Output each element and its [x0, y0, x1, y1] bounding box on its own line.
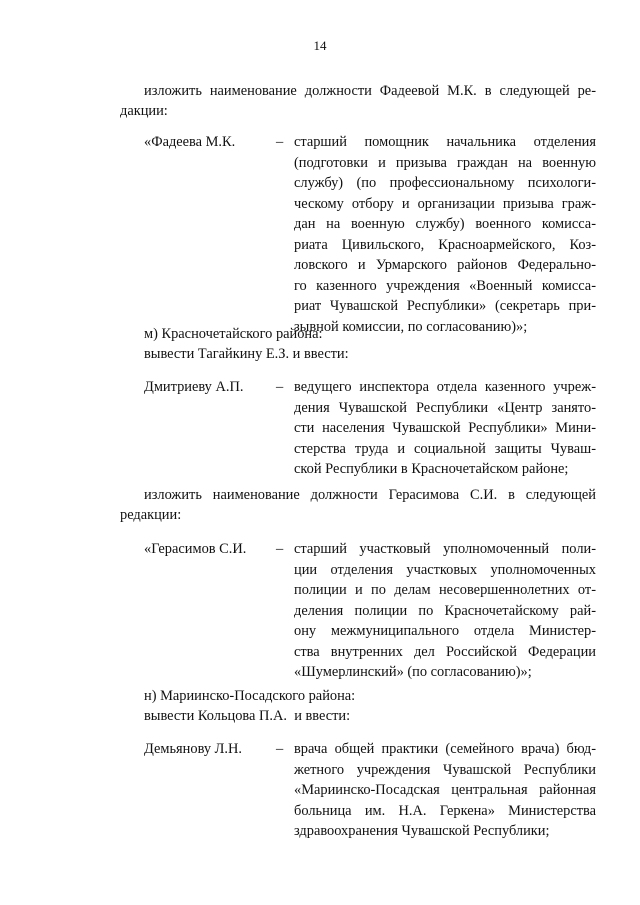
entry-dash: –	[276, 741, 284, 757]
description-line: го казенного учреждения «Военный комисса-	[294, 277, 596, 294]
description-line: старший участковый уполномоченный поли-	[294, 541, 596, 557]
description-line: службу) (по профессиональному психологи-	[294, 175, 596, 191]
paragraph-line: изложить наименование должности Герасимова С.И. в следующей	[144, 487, 596, 503]
entry-dash: –	[276, 134, 284, 150]
paragraph-line: изложить наименование должности Фадеевой М.К. в следующей ре-	[144, 83, 596, 99]
description-line: (подготовки и призыва граждан на военную	[294, 154, 596, 171]
paragraph-line: редакции:	[120, 507, 182, 523]
description-line: «Мариинско-Посадская центральная районная	[294, 782, 596, 798]
description-line: риат Чувашской Республики» (секретарь при-	[294, 298, 596, 314]
entry-description	[294, 380, 596, 483]
entry-description	[294, 742, 596, 845]
entry-person-name: «Герасимов С.И.	[144, 541, 247, 557]
description-line: сти населения Чувашской Республики» Мини-	[294, 420, 596, 436]
entry-dash: –	[276, 379, 284, 395]
description-line: жетного учреждения Чувашской Республики	[294, 761, 596, 778]
entry-person-name: Демьянову Л.Н.	[144, 741, 243, 757]
entry-person-name: Дмитриеву А.П.	[144, 379, 244, 395]
description-line: ской Республики в Красночетайском районе;	[294, 461, 569, 477]
description-line: деления полиции по Красночетайскому рай-	[294, 602, 596, 619]
entry-description	[294, 135, 596, 340]
description-line: дан на военную службу) военного комисса-	[294, 216, 596, 232]
section-heading: м) Красночетайского района:	[144, 326, 323, 342]
description-line: старший помощник начальника отделения	[294, 134, 596, 150]
description-line: ловского и Урмарского районов Федерально-	[294, 257, 596, 273]
entry-description	[294, 542, 596, 686]
description-line: ции отделения участковых уполномоченных	[294, 561, 596, 578]
description-line: ону межмуниципального отдела Министер-	[294, 623, 596, 639]
section-instruction: вывести Тагайкину Е.З. и ввести:	[144, 346, 349, 362]
description-line: ведущего инспектора отдела казенного учреж-	[294, 379, 596, 395]
description-line: ства внутренних дел Российской Федерации	[294, 643, 596, 660]
description-line: полиции и по делам несовершеннолетних от-	[294, 582, 596, 598]
description-line: зывной комиссии, по согласованию)»;	[294, 318, 528, 335]
paragraph-line: дакции:	[120, 103, 168, 119]
description-line: здравоохранения Чувашской Республики;	[294, 823, 550, 839]
entry-dash: –	[276, 541, 284, 557]
description-line: риата Цивильского, Красноармейского, Коз-	[294, 236, 596, 253]
description-line: больница им. Н.А. Геркена» Министерства	[294, 802, 596, 819]
description-line: дения Чувашской Республики «Центр занято-	[294, 399, 596, 416]
description-line: «Шумерлинский» (по согласованию)»;	[294, 664, 532, 680]
description-line: стерства труда и социальной защиты Чуваш-	[294, 440, 596, 457]
page-number: 14	[313, 38, 327, 53]
section-instruction: вывести Кольцова П.А. и ввести:	[144, 708, 351, 724]
description-line: ческому отбору и организации призыва граж-	[294, 195, 596, 212]
section-heading: н) Мариинско-Посадского района:	[144, 688, 356, 704]
entry-person-name: «Фадеева М.К.	[144, 134, 236, 150]
description-line: врача общей практики (семейного врача) бюд-	[294, 741, 596, 757]
